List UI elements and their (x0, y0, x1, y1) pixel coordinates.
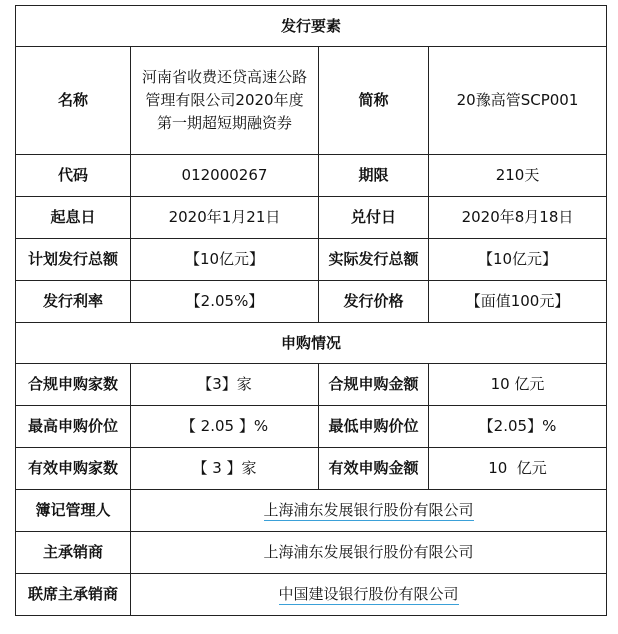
lead-underwriter-label: 主承销商 (16, 532, 131, 574)
name-value: 河南省收费还贷高速公路管理有限公司2020年度第一期超短期融资券 (141, 68, 307, 132)
joint-lead-value[interactable]: 中国建设银行股份有限公司 (278, 585, 459, 603)
short-name-value: 20豫高管SCP001 (429, 47, 607, 155)
price-label: 发行价格 (319, 281, 429, 323)
name-label: 名称 (16, 47, 131, 155)
value-date-label: 起息日 (16, 197, 131, 239)
joint-lead-label: 联席主承销商 (16, 574, 131, 616)
bookrunner-label: 簿记管理人 (16, 490, 131, 532)
code-value: 012000267 (131, 155, 319, 197)
table-row (16, 574, 607, 616)
valid-amount-label: 有效申购金额 (319, 448, 429, 490)
compliant-amount-label: 合规申购金额 (319, 364, 429, 406)
table-row (16, 448, 607, 490)
price-value: 【面值100元】 (429, 281, 607, 323)
max-price-value: 【 2.05 】% (131, 406, 319, 448)
table-row (16, 197, 607, 239)
section-title: 发行要素 (16, 6, 607, 47)
table-row (16, 47, 607, 155)
value-date-value: 2020年1月21日 (131, 197, 319, 239)
code-label: 代码 (16, 155, 131, 197)
valid-amount-value: 10 亿元 (429, 448, 607, 490)
table-row (16, 281, 607, 323)
min-price-value: 【2.05】% (429, 406, 607, 448)
name-cell (131, 47, 319, 155)
table-row (16, 6, 607, 47)
rate-value: 【2.05%】 (131, 281, 319, 323)
payment-date-value: 2020年8月18日 (429, 197, 607, 239)
term-value: 210天 (429, 155, 607, 197)
valid-count-value: 【 3 】家 (131, 448, 319, 490)
table-row (16, 323, 607, 364)
min-price-label: 最低申购价位 (319, 406, 429, 448)
bookrunner-cell (131, 490, 607, 532)
table-row (16, 490, 607, 532)
table-row (16, 239, 607, 281)
actual-total-label: 实际发行总额 (319, 239, 429, 281)
short-name-label: 简称 (319, 47, 429, 155)
max-price-label: 最高申购价位 (16, 406, 131, 448)
table-row (16, 532, 607, 574)
valid-count-label: 有效申购家数 (16, 448, 131, 490)
rate-label: 发行利率 (16, 281, 131, 323)
joint-lead-cell (131, 574, 607, 616)
compliant-amount-value: 10 亿元 (429, 364, 607, 406)
payment-date-label: 兑付日 (319, 197, 429, 239)
actual-total-value: 【10亿元】 (429, 239, 607, 281)
table-row (16, 155, 607, 197)
bookrunner-value[interactable]: 上海浦东发展银行股份有限公司 (263, 501, 474, 519)
planned-total-label: 计划发行总额 (16, 239, 131, 281)
table-row (16, 406, 607, 448)
table-row (16, 364, 607, 406)
compliant-count-value: 【3】家 (131, 364, 319, 406)
compliant-count-label: 合规申购家数 (16, 364, 131, 406)
subscription-title: 申购情况 (16, 323, 607, 364)
issuance-table (15, 5, 607, 616)
planned-total-value: 【10亿元】 (131, 239, 319, 281)
term-label: 期限 (319, 155, 429, 197)
lead-underwriter-value: 上海浦东发展银行股份有限公司 (131, 532, 607, 574)
